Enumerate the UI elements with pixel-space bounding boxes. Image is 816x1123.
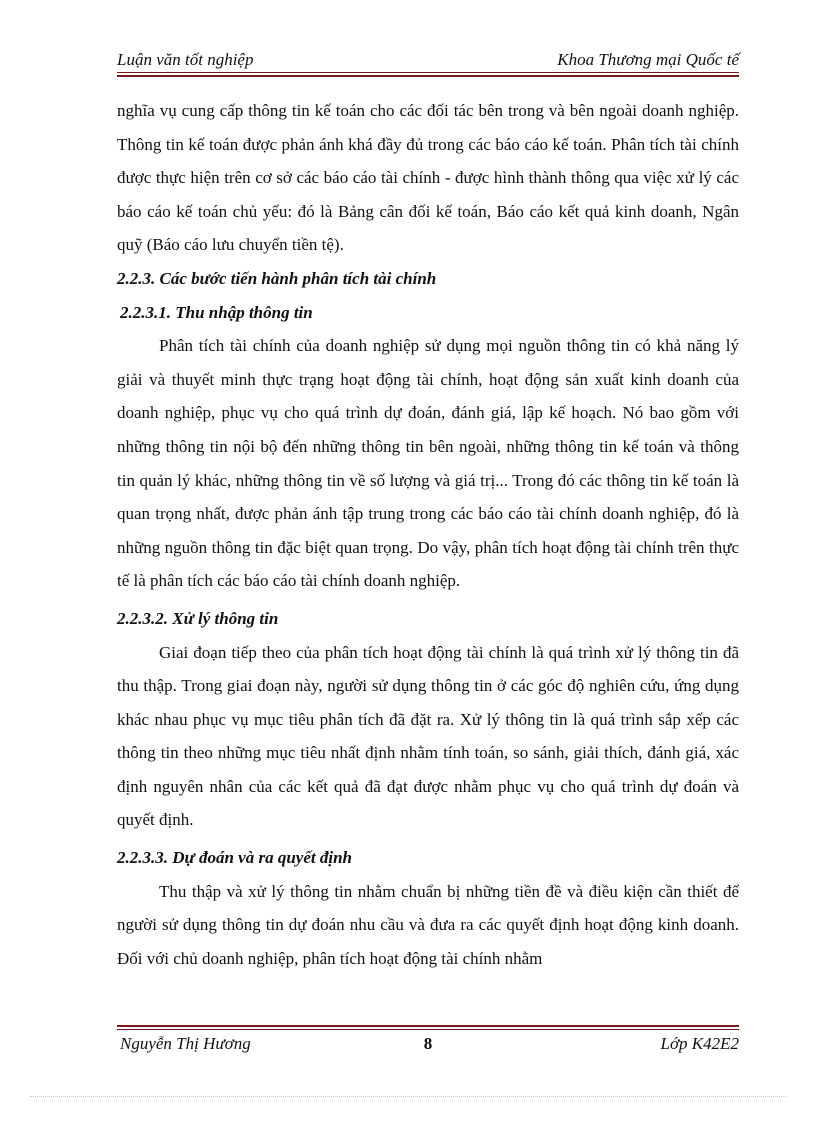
paragraph-2-2-3-2: Giai đoạn tiếp theo của phân tích hoạt động tài chính là quá trình xử lý thông tin đã thu thập. Trong giai đoạn này, người sử dụng thông tin ở các góc độ nghiên cứu, ứng dụng khác nhau phục vụ mục tiêu phân tích đã đặt ra. Xử lý thông tin là quá trình sắp xếp các thông tin theo những mục tiêu nhất định nhằm tính toán, so sánh, giải thích, đánh giá, xác định nguyên nhân của các kết quả đã đạt được nhằm phục vụ cho quá trình dự đoán và quyết định. — [117, 642, 739, 830]
section-heading-2-2-3: 2.2.3. Các bước tiến hành phân tích tài chính — [117, 268, 437, 288]
section-heading-2-2-3-1: 2.2.3.1. Thu nhập thông tin — [120, 302, 313, 322]
footer-class: Lớp K42E2 — [660, 1034, 739, 1053]
footer-author: Nguyễn Thị Hương — [120, 1034, 251, 1053]
page-boundary-dotted-line — [30, 1096, 786, 1097]
page-footer — [117, 1034, 739, 1060]
footer-divider-thin — [117, 1029, 739, 1030]
section-heading-2-2-3-3: 2.2.3.3. Dự đoán và ra quyết định — [117, 848, 352, 868]
footer-divider-thick — [117, 1025, 739, 1027]
header-divider-thin — [117, 72, 739, 73]
header-thesis-label: Luận văn tốt nghiệp — [117, 50, 254, 69]
paragraph-2-2-3-1: Phân tích tài chính của doanh nghiệp sử dụng mọi nguồn thông tin có khả năng lý giải và thuyết minh thực trạng hoạt động tài chính, hoạt động sản xuất kinh doanh của doanh nghiệp, phục vụ cho quá trình dự đoán, đánh giá, lập kế hoạch. Nó bao gồm với những thông tin nội bộ đến những thông tin bên ngoài, những thông tin kế toán và thông tin quản lý khác, những thông tin về số lượng và giá trị... Trong đó các thông tin kế toán là quan trọng nhất, được phản ánh tập trung trong các báo cáo tài chính doanh nghiệp, đó là những nguồn thông tin đặc biệt quan trọng. Do vậy, phân tích hoạt động tài chính trên thực tế là phân tích các báo cáo tài chính doanh nghiệp. — [117, 336, 739, 591]
header-faculty-label: Khoa Thương mại Quốc tế — [557, 50, 739, 69]
page-number: 8 — [423, 1034, 433, 1053]
paragraph-intro: nghĩa vụ cung cấp thông tin kế toán cho các đối tác bên trong và bên ngoài doanh nghiệp. Thông tin kế toán được phản ánh khá đầy đủ trong các báo cáo kế toán. Phân tích tài chính được thực hiện trên cơ sở các báo cáo tài chính - được hình thành thông qua việc xử lý các báo cáo kế toán chủ yếu: đó là Bảng cân đối kế toán, Báo cáo kết quả kinh doanh, Ngân quỹ (Báo cáo lưu chuyển tiền tệ). — [117, 101, 739, 255]
paragraph-2-2-3-3: Thu thập và xử lý thông tin nhằm chuẩn bị những tiền đề và điều kiện cần thiết để người sử dụng thông tin dự đoán nhu cầu và đưa ra các quyết định hoạt động kinh doanh. Đối với chủ doanh nghiệp, phân tích hoạt động tài chính nhằm — [117, 881, 739, 968]
header-divider-thick — [117, 75, 739, 77]
section-heading-2-2-3-2: 2.2.3.2. Xử lý thông tin — [117, 608, 279, 628]
page-body — [117, 94, 739, 975]
page-header — [117, 48, 739, 74]
